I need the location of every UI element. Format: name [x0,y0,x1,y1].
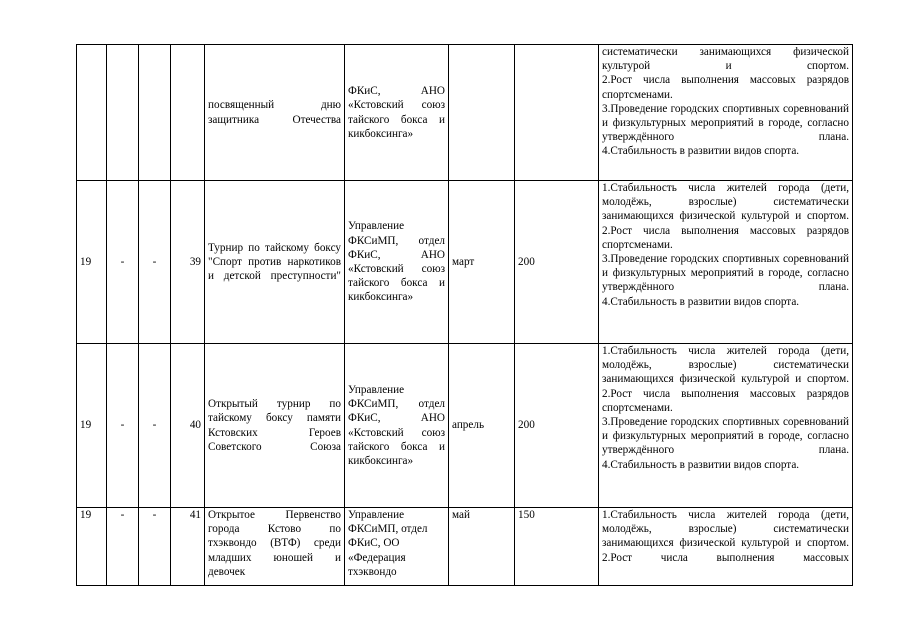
cell-organizer [345,181,449,344]
cell-event-name [205,344,345,508]
cell-id [171,45,205,181]
cell-month: март [449,181,515,344]
result-item: систематически занимающихся физической культурой и спортом. [602,46,849,73]
cell-num [77,45,107,181]
cell-dash [139,45,171,181]
event-name-text: Открытый турнир по тайскому боксу памяти Кстовских Героев Советского Союза [208,398,341,453]
result-item: 1.Стабильность числа жителей города (дети, молодёжь, взрослые) систематически занимающихся физической культурой и спортом. [602,509,849,550]
result-item: 4.Стабильность в развитии видов спорта. [602,458,800,471]
cell-month [449,45,515,181]
cell-id: 39 [171,181,205,344]
event-name-text: Открытое Первенство города Кстово по тхэквондо (ВТФ) среди младших юношей и девочек [208,509,341,578]
cell-results [599,45,853,181]
cell-count: 150 [515,508,599,586]
result-item: 3.Проведение городских спортивных соревнований и физкультурных мероприятий в городе, согласно утверждённого плана. [602,416,849,457]
cell-dash: - [139,181,171,344]
cell-month: май [449,508,515,586]
cell-dash: - [107,181,139,344]
cell-num: 19 [77,508,107,586]
result-item: 4.Стабильность в развитии видов спорта. [602,295,800,308]
cell-results [599,508,853,586]
cell-organizer [345,344,449,508]
result-item: 1.Стабильность числа жителей города (дети, молодёжь, взрослые) систематически занимающихся физической культурой и спортом. [602,345,849,386]
cell-count: 200 [515,344,599,508]
cell-event-name [205,508,345,586]
cell-dash: - [107,344,139,508]
cell-dash [107,45,139,181]
events-table [76,44,853,586]
cell-results [599,344,853,508]
result-item: 4.Стабильность в развитии видов спорта. [602,145,800,158]
table-row [77,344,853,508]
result-item: 1.Стабильность числа жителей города (дети, молодёжь, взрослые) систематически занимающихся физической культурой и спортом. [602,182,849,223]
organizer-text: Управление ФКСиМП, отдел ФКиС, АНО «Кстовский союз тайского бокса и кикбоксинга» [348,220,445,304]
result-item: 2.Рост числа выполнения массовых разрядов спортсменами. [602,74,849,101]
organizer-text: Управление ФКСиМП, отдел ФКиС, АНО «Кстовский союз тайского бокса и кикбоксинга» [348,383,445,467]
cell-dash: - [139,508,171,586]
cell-dash: - [107,508,139,586]
cell-dash: - [139,344,171,508]
result-item: 2.Рост числа выполнения массовых [602,551,849,564]
result-item: 3.Проведение городских спортивных соревнований и физкультурных мероприятий в городе, согласно утверждённого плана. [602,102,849,144]
event-name-text: Турнир по тайскому боксу "Спорт против наркотиков и детской преступности" [208,241,341,283]
cell-num: 19 [77,181,107,344]
cell-organizer [345,508,449,586]
result-item: 2.Рост числа выполнения массовых разрядов спортсменами. [602,387,849,414]
cell-event-name [205,181,345,344]
cell-id: 41 [171,508,205,586]
table-row [77,45,853,181]
organizer-text: ФКиС, АНО «Кстовский союз тайского бокса и кикбоксинга» [348,85,445,140]
table-row [77,181,853,344]
organizer-text: Управление ФКСиМП, отдел ФКиС, ОО «Федерация тхэквондо [348,509,428,578]
cell-id: 40 [171,344,205,508]
cell-event-name [205,45,345,181]
table-row [77,508,853,586]
result-item: 3.Проведение городских спортивных соревнований и физкультурных мероприятий в городе, согласно утверждённого плана. [602,253,849,294]
cell-count: 200 [515,181,599,344]
cell-count [515,45,599,181]
cell-month: апрель [449,344,515,508]
event-name-text: посвященный дню защитника Отечества [208,99,341,126]
cell-results [599,181,853,344]
result-item: 2.Рост числа выполнения массовых разрядов спортсменами. [602,224,849,251]
cell-num: 19 [77,344,107,508]
cell-organizer [345,45,449,181]
